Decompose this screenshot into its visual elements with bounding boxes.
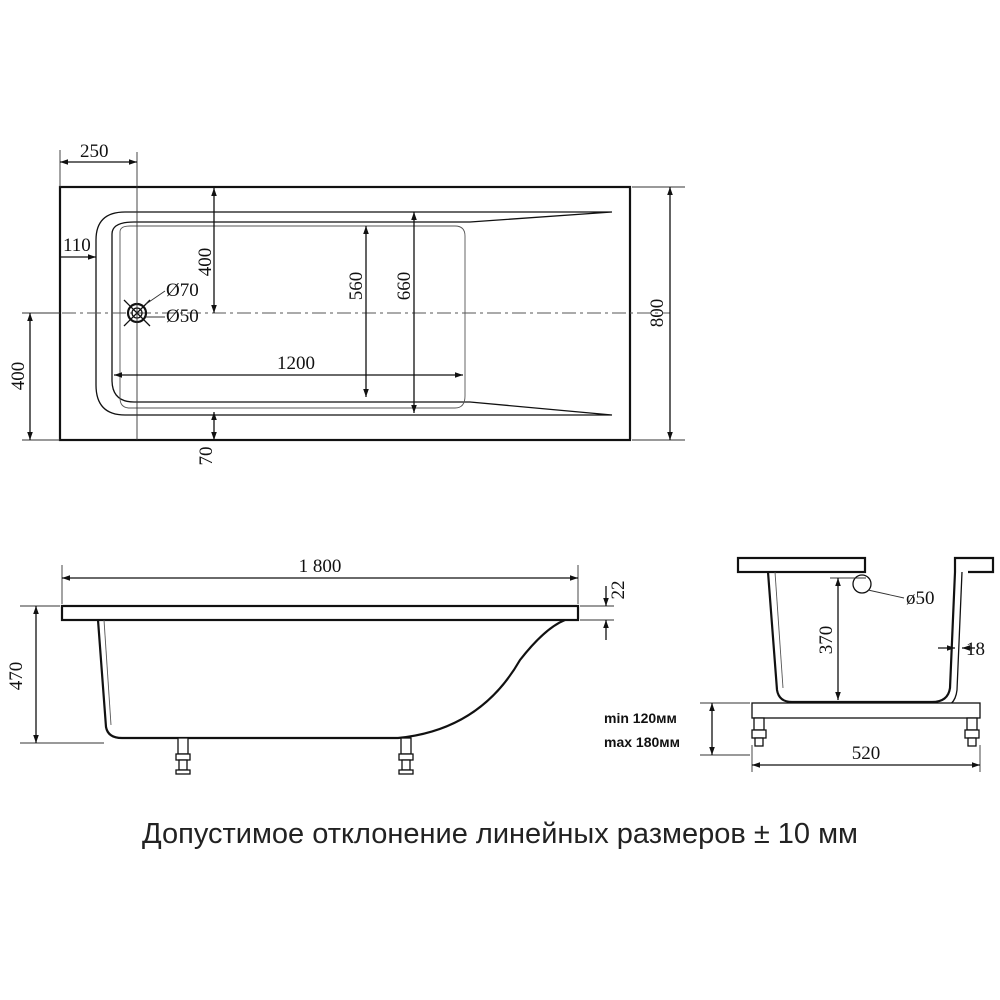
- side-rim: [62, 606, 578, 620]
- leg-max-label: max 180мм: [604, 734, 680, 750]
- end-frame: [752, 703, 980, 718]
- drain-outer-label: Ø70: [166, 280, 199, 301]
- dim-560: 560: [346, 271, 367, 301]
- dim-rim: 22: [608, 580, 629, 600]
- dim-wall: 18: [966, 639, 985, 660]
- leg-min-label: min 120мм: [604, 710, 677, 726]
- top-view: [8, 141, 685, 466]
- end-rim-right: [955, 558, 993, 572]
- dim-400-vertical: 400: [195, 247, 216, 277]
- side-body: [98, 620, 565, 738]
- end-rim: [738, 558, 865, 572]
- dim-depth: 370: [816, 625, 837, 655]
- dim-800: 800: [647, 298, 668, 328]
- side-leg-left: [176, 738, 190, 774]
- end-leg-left: [752, 718, 766, 746]
- dim-400-left: 400: [8, 361, 29, 391]
- dim-length: 1 800: [298, 556, 342, 577]
- dim-110: 110: [63, 235, 91, 256]
- dim-width: 520: [851, 743, 881, 764]
- dim-drain: ø50: [906, 588, 935, 609]
- dim-660: 660: [394, 271, 415, 301]
- drain-symbol: [124, 291, 165, 326]
- end-view: [604, 558, 993, 772]
- side-leg-right: [399, 738, 413, 774]
- dim-height: 470: [6, 661, 27, 691]
- end-leg-right: [965, 718, 979, 746]
- tolerance-note: Допустимое отклонение линейных размеров ± 10 мм: [142, 818, 858, 850]
- dim-70: 70: [196, 446, 217, 466]
- dim-250: 250: [80, 141, 109, 162]
- side-view: [6, 556, 629, 774]
- dim-1200: 1200: [277, 353, 315, 374]
- drain-inner-label: Ø50: [166, 306, 199, 327]
